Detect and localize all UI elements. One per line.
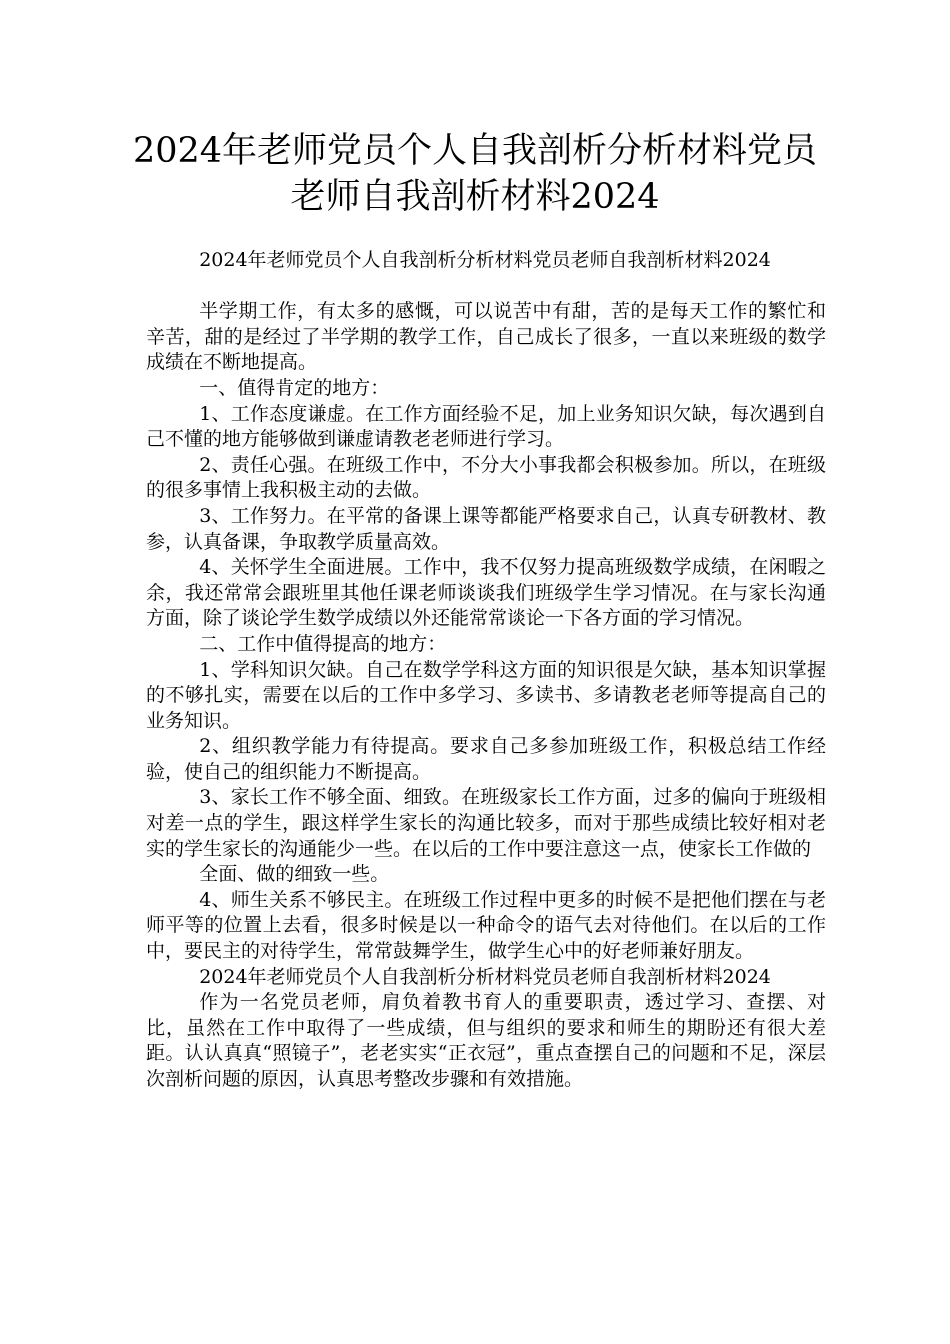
- paragraph-strength-1: 1、工作态度谦虚。在工作方面经验不足，加上业务知识欠缺，每次遇到自己不懂的地方能够做到谦虚请教老老师进行学习。: [146, 402, 826, 451]
- document-body: [146, 248, 826, 1093]
- paragraph-strength-2: 2、责任心强。在班级工作中，不分大小事我都会积极参加。所以，在班级的很多事情上我积极主动的去做。: [146, 453, 826, 502]
- paragraph-improvement-1: 1、学科知识欠缺。自己在数学学科这方面的知识很是欠缺，基本知识掌握的不够扎实，需要在以后的工作中多学习、多读书、多请教老老师等提高自己的业务知识。: [146, 658, 826, 732]
- paragraph-heading-repeat-2: 2024年老师党员个人自我剖析分析材料党员老师自我剖析材料2024: [199, 965, 771, 988]
- paragraph-closing: 作为一名党员老师，肩负着教书育人的重要职责，透过学习、查摆、对比，虽然在工作中取得了一些成绩，但与组织的要求和师生的期盼还有很大差距。认认真真“照镜子”，老老实实“正衣冠”，重点查摆自己的问题和不足，深层次剖析问题的原因，认真思考整改步骤和有效措施。: [146, 991, 826, 1090]
- paragraph-improvement-4: 4、师生关系不够民主。在班级工作过程中更多的时候不是把他们摆在与老师平等的位置上去看，很多时候是以一种命令的语气去对待他们。在以后的工作中，要民主的对待学生，常常鼓舞学生，做学生心中的好老师兼好朋友。: [146, 888, 826, 963]
- paragraph-heading-repeat: 2024年老师党员个人自我剖析分析材料党员老师自我剖析材料2024: [199, 249, 771, 271]
- section-heading-improvements: 二、工作中值得提高的地方：: [199, 632, 447, 655]
- paragraph-improvement-3-continued: 全面、做的细致一些。: [199, 863, 390, 886]
- paragraph-strength-4: 4、关怀学生全面进展。工作中，我不仅努力提高班级数学成绩，在闲暇之余，我还常常会跟班里其他任课老师谈谈我们班级学生学习情况。在与家长沟通方面，除了谈论学生数学成绩以外还能常常谈论一下各方面的学习情况。: [146, 556, 826, 630]
- document-title: 2024年老师党员个人自我剖析分析材料党员老师自我剖析材料2024: [132, 131, 818, 217]
- paragraph-improvement-2: 2、组织教学能力有待提高。要求自己多参加班级工作，积极总结工作经验，使自己的组织能力不断提高。: [146, 735, 826, 783]
- section-heading-strengths: 一、值得肯定的地方：: [199, 376, 390, 399]
- paragraph-strength-3: 3、工作努力。在平常的备课上课等都能严格要求自己，认真专研教材、教参，认真备课，争取教学质量高效。: [146, 504, 826, 553]
- paragraph-intro: 半学期工作，有太多的感慨，可以说苦中有甜，苦的是每天工作的繁忙和辛苦，甜的是经过了半学期的教学工作，自己成长了很多，一直以来班级的数学成绩在不断地提高。: [146, 300, 826, 374]
- paragraph-improvement-3: 3、家长工作不够全面、细致。在班级家长工作方面，过多的偏向于班级相对差一点的学生，跟这样学生家长的沟通比较多，而对于那些成绩比较好相对老实的学生家长的沟通能少一些。在以后的工作中要注意这一点，使家长工作做的: [146, 786, 826, 860]
